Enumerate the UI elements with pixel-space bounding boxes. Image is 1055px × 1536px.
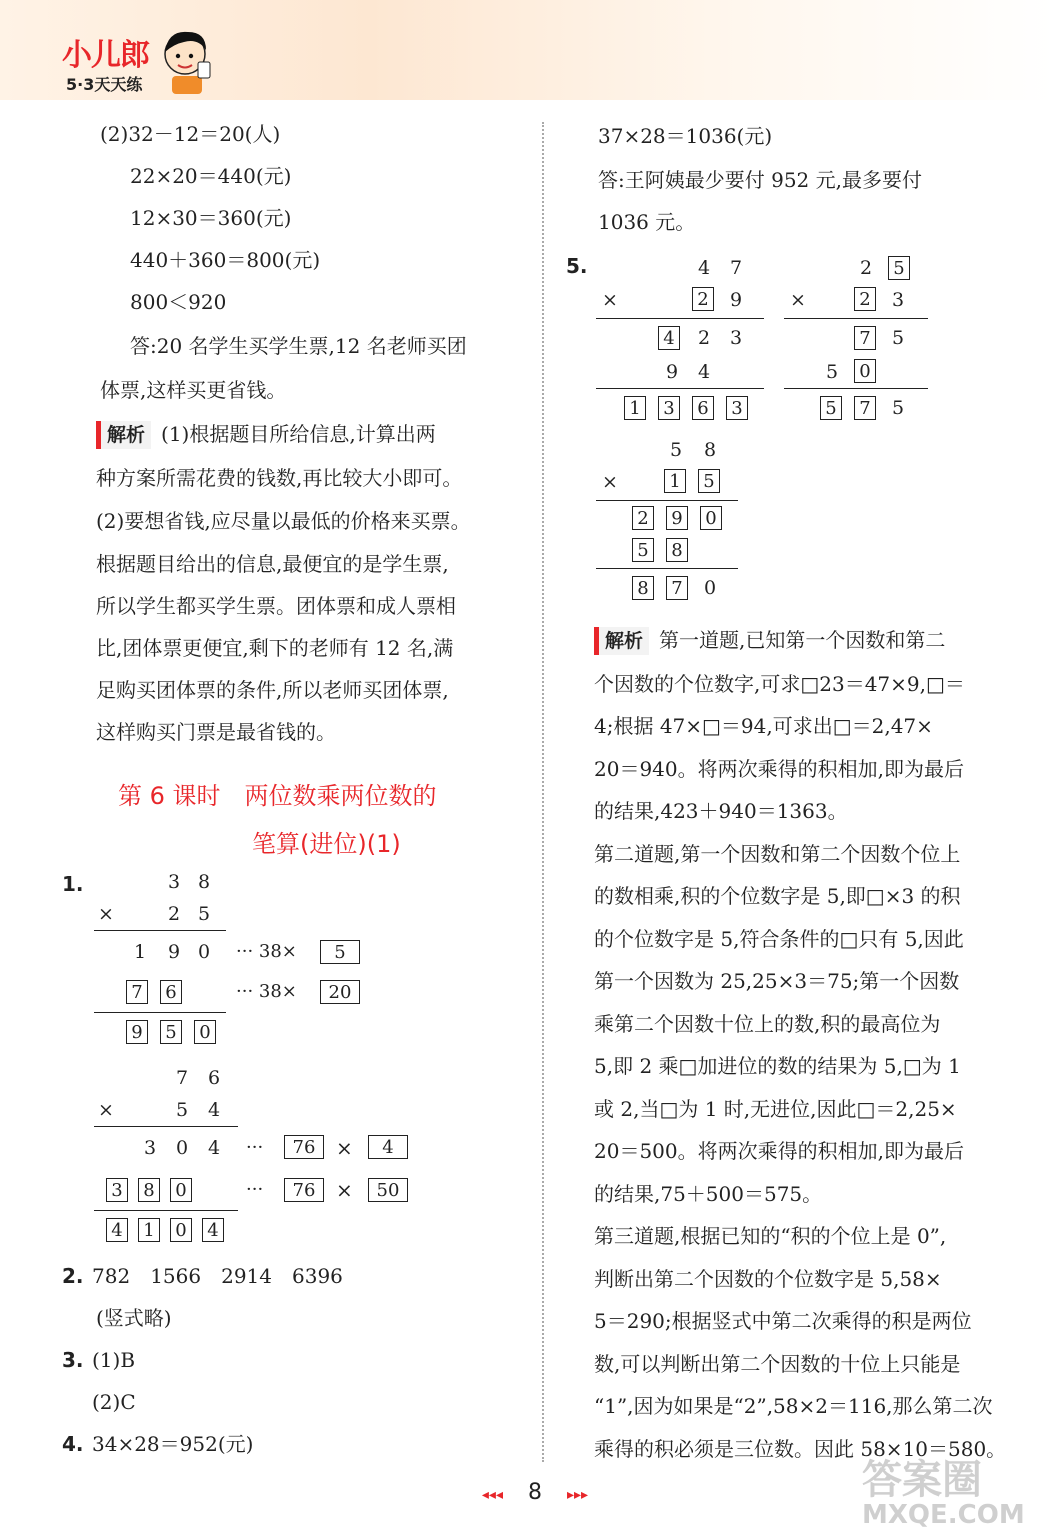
- question-number: 1.: [62, 872, 84, 896]
- answer-box: 5: [820, 396, 842, 420]
- answer-box: 4: [368, 1135, 408, 1159]
- digit: 0: [703, 577, 717, 599]
- digit: 4: [207, 1099, 221, 1121]
- rule: [94, 1012, 226, 1013]
- analysis-line: 根据题目给出的信息,最便宜的是学生票,: [96, 552, 449, 576]
- answer-box: 0: [194, 1020, 216, 1044]
- multiply-sign: ×: [602, 471, 618, 493]
- digit: 5: [891, 327, 905, 349]
- digit: 8: [703, 439, 717, 461]
- digit: 7: [729, 257, 743, 279]
- ellipsis: ···: [236, 941, 254, 962]
- value: 1566: [150, 1264, 202, 1288]
- next-arrows-icon: ▸▸▸: [567, 1487, 589, 1503]
- rule: [784, 388, 928, 389]
- analysis-line: 第一个因数为 25,25×3＝75;第一个因数: [594, 969, 960, 993]
- value: 6396: [292, 1264, 343, 1288]
- analysis-line: 的结果,75＋500＝575。: [594, 1182, 823, 1206]
- answer-box: 4: [106, 1218, 128, 1242]
- analysis-line: 第三道题,根据已知的“积的个位上是 0”,: [594, 1224, 947, 1248]
- multiply-sign: ×: [336, 1136, 353, 1160]
- multiply-sign: ×: [790, 289, 806, 311]
- rule: [94, 1210, 238, 1211]
- answer-box: 8: [666, 538, 688, 562]
- analysis-line: 足购买团体票的条件,所以老师买团体票,: [96, 678, 449, 702]
- digit: 2: [167, 903, 181, 925]
- answer-box: 5: [698, 469, 720, 493]
- analysis-line: 5＝290;根据竖式中第二次乘得的积是两位: [594, 1309, 972, 1333]
- column-divider: [542, 122, 544, 1462]
- multiply-sign: ×: [602, 289, 618, 311]
- answer-box: 3: [658, 396, 680, 420]
- q4-line: 答:王阿姨最少要付 952 元,最多要付: [598, 168, 922, 192]
- watermark-url: MXQE.COM: [862, 1500, 1025, 1530]
- analysis-line: 20＝940。将两次乘得的积相加,即为最后: [594, 757, 964, 781]
- analysis-text: 第一道题,已知第一个因数和第二: [659, 628, 946, 652]
- note-text: 38×: [258, 981, 297, 1002]
- answer-box: 0: [700, 506, 722, 530]
- solution-line: 800＜920: [130, 290, 227, 314]
- q4-line: 1036 元。: [598, 210, 696, 234]
- rule: [596, 388, 764, 389]
- note-text: 38×: [258, 941, 297, 962]
- logo-subtitle: 5·3天天练: [66, 75, 143, 94]
- digit: 4: [697, 361, 711, 383]
- answer-box: 3: [726, 396, 748, 420]
- analysis-text: (1)根据题目所给信息,计算出两: [161, 422, 436, 446]
- digit: 2: [859, 257, 873, 279]
- digit: 5: [175, 1099, 189, 1121]
- answer-box: 6: [160, 980, 182, 1004]
- q3-answer: (1)B: [92, 1348, 136, 1372]
- q4-line: 37×28＝1036(元): [598, 124, 773, 148]
- answer-box: 7: [666, 576, 688, 600]
- analysis-line: 的个位数字是 5,符合条件的□只有 5,因此: [594, 927, 964, 951]
- q2-note: (竖式略): [96, 1306, 172, 1330]
- digit: 3: [167, 871, 181, 893]
- analysis-tag: 解析: [594, 627, 649, 655]
- analysis-line: 比,团体票更便宜,剩下的老师有 12 名,满: [96, 636, 454, 660]
- answer-box: 76: [284, 1178, 324, 1202]
- answer-box: 6: [692, 396, 714, 420]
- q3-answer: (2)C: [92, 1390, 136, 1414]
- rule: [94, 1126, 238, 1127]
- analysis-line: 个因数的个位数字,可求□23＝47×9,□＝: [594, 672, 965, 696]
- digit: 7: [175, 1067, 189, 1089]
- answer-box: 7: [854, 396, 876, 420]
- analysis-line: 判断出第二个因数的个位数字是 5,58×: [594, 1267, 942, 1291]
- answer-box: 20: [320, 980, 360, 1004]
- answer-box: 7: [854, 326, 876, 350]
- digit: 8: [197, 871, 211, 893]
- answer-box: 0: [170, 1218, 192, 1242]
- page-footer: [455, 1480, 615, 1505]
- digit: 2: [697, 327, 711, 349]
- answer-box: 8: [138, 1178, 160, 1202]
- digit: 3: [891, 289, 905, 311]
- digit: 3: [729, 327, 743, 349]
- digit: 9: [167, 941, 181, 963]
- answer-box: 5: [320, 940, 360, 964]
- answer-box: 50: [368, 1178, 408, 1202]
- multiply-sign: ×: [98, 1099, 114, 1121]
- q2-values: [92, 1262, 343, 1290]
- watermark-title: 答案圈: [862, 1457, 982, 1503]
- value: 2914: [221, 1264, 272, 1288]
- note: [236, 938, 297, 966]
- analysis-line: 这样购买门票是最省钱的。: [96, 720, 336, 744]
- note: [236, 978, 297, 1006]
- analysis-line: 第二道题,第一个因数和第二个因数个位上: [594, 842, 961, 866]
- digit: 1: [133, 941, 147, 963]
- answer-box: 4: [658, 326, 680, 350]
- prev-arrows-icon: ◂◂◂: [481, 1487, 503, 1503]
- digit: 4: [697, 257, 711, 279]
- value: 782: [92, 1264, 131, 1288]
- digit: 0: [197, 941, 211, 963]
- analysis-line: 的结果,423＋940＝1363。: [594, 799, 848, 823]
- digit: 0: [175, 1137, 189, 1159]
- analysis-first-line: [594, 626, 945, 655]
- answer-box: 1: [664, 469, 686, 493]
- digit: 9: [729, 289, 743, 311]
- ellipsis: ···: [246, 1179, 264, 1200]
- digit: 6: [207, 1067, 221, 1089]
- rule: [596, 318, 764, 319]
- answer-box: 2: [692, 287, 714, 311]
- logo-title: 小儿郎: [62, 38, 149, 73]
- solution-line: (2)32－12＝20(人): [100, 122, 281, 146]
- answer-box: 9: [666, 506, 688, 530]
- answer-line: 答:20 名学生买学生票,12 名老师买团: [130, 334, 467, 358]
- analysis-first-line: [96, 420, 436, 449]
- question-number: 5.: [566, 254, 588, 278]
- analysis-line: 或 2,当□为 1 时,无进位,因此□＝2,25×: [594, 1097, 957, 1121]
- analysis-line: 的数相乘,积的个位数字是 5,即□×3 的积: [594, 884, 961, 908]
- analysis-line: (2)要想省钱,应尽量以最低的价格来买票。: [96, 509, 471, 533]
- lesson-title: 第 6 课时 两位数乘两位数的: [118, 782, 437, 810]
- multiply-sign: ×: [336, 1178, 353, 1202]
- answer-box: 2: [632, 506, 654, 530]
- solution-line: 12×30＝360(元): [130, 206, 292, 230]
- answer-box: 3: [106, 1178, 128, 1202]
- solution-line: 22×20＝440(元): [130, 164, 292, 188]
- answer-box: 4: [202, 1218, 224, 1242]
- answer-box: 0: [854, 359, 876, 383]
- watermark: [862, 1458, 1042, 1528]
- digit: 5: [669, 439, 683, 461]
- analysis-line: 乘第二个因数十位上的数,积的最高位为: [594, 1012, 941, 1036]
- analysis-line: “1”,因为如果是“2”,58×2＝116,那么第二次: [594, 1394, 993, 1418]
- answer-box: 1: [624, 396, 646, 420]
- answer-box: 2: [854, 287, 876, 311]
- analysis-tag: 解析: [96, 421, 151, 449]
- digit: 4: [207, 1137, 221, 1159]
- answer-box: 5: [632, 538, 654, 562]
- analysis-line: 乘得的积必须是三位数。因此 58×10＝580。: [594, 1437, 1007, 1461]
- question-number: 2.: [62, 1264, 84, 1288]
- analysis-line: 4;根据 47×□＝94,可求出□＝2,47×: [594, 714, 933, 738]
- question-number: 3.: [62, 1348, 84, 1372]
- answer-line: 体票,这样买更省钱。: [100, 378, 287, 402]
- analysis-line: 种方案所需花费的钱数,再比较大小即可。: [96, 466, 463, 490]
- analysis-line: 数,可以判断出第二个因数的十位上只能是: [594, 1352, 961, 1376]
- rule: [94, 930, 226, 931]
- lesson-subtitle: 笔算(进位)(1): [252, 830, 401, 858]
- answer-box: 5: [888, 256, 910, 280]
- answer-box: 8: [632, 576, 654, 600]
- answer-box: 76: [284, 1135, 324, 1159]
- answer-box: 9: [126, 1020, 148, 1044]
- solution-line: 440＋360＝800(元): [130, 248, 321, 272]
- answer-box: 1: [138, 1218, 160, 1242]
- digit: 3: [143, 1137, 157, 1159]
- multiply-sign: ×: [98, 903, 114, 925]
- ellipsis: ···: [246, 1137, 264, 1158]
- answer-box: 5: [160, 1020, 182, 1044]
- digit: 5: [825, 361, 839, 383]
- digit: 9: [665, 361, 679, 383]
- mascot-boy-icon: [158, 24, 216, 96]
- analysis-line: 所以学生都买学生票。团体票和成人票相: [96, 594, 456, 618]
- analysis-line: 20＝500。将两次乘得的积相加,即为最后: [594, 1139, 964, 1163]
- digit: 5: [197, 903, 211, 925]
- answer-box: 0: [170, 1178, 192, 1202]
- digit: 5: [891, 397, 905, 419]
- question-number: 4.: [62, 1432, 84, 1456]
- page-number: 8: [528, 1480, 542, 1505]
- ellipsis: ···: [236, 981, 254, 1002]
- rule: [596, 568, 738, 569]
- rule: [784, 318, 928, 319]
- q4-line: 34×28＝952(元): [92, 1432, 254, 1456]
- answer-box: 7: [126, 980, 148, 1004]
- rule: [596, 500, 738, 501]
- analysis-line: 5,即 2 乘□加进位的数的结果为 5,□为 1: [594, 1054, 961, 1078]
